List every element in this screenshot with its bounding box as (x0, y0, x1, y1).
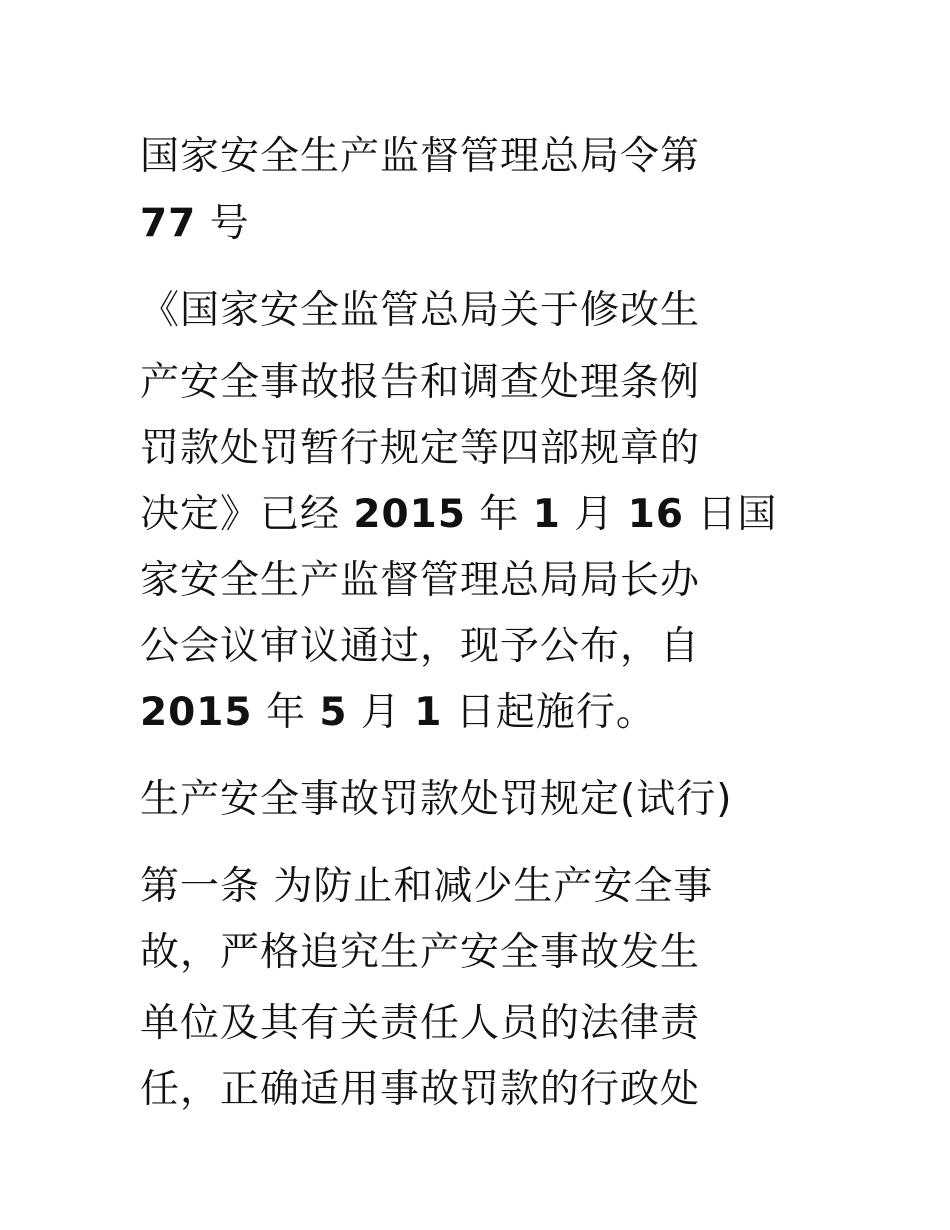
paragraph1-line-4 (140, 491, 777, 539)
regulation-title-text: 生产安全事故罚款处罚规定(试行) (140, 777, 733, 822)
paragraph-text: 家安全生产监督管理总局局长办 (140, 558, 701, 603)
paragraph-text: 月 (560, 492, 628, 537)
order-number: 77 (140, 201, 197, 246)
date-day: 1 (414, 690, 443, 735)
paragraph-text: 年 (465, 492, 533, 537)
heading-line-2 (140, 200, 250, 248)
article1-line-2 (140, 929, 700, 977)
paragraph1-line-2 (140, 359, 700, 407)
date-year: 2015 (140, 690, 253, 735)
paragraph-text: 月 (347, 690, 415, 735)
heading-text: 国家安全生产监督管理总局令第 (140, 134, 701, 179)
date-month: 5 (319, 690, 348, 735)
paragraph-text: 公会议审议通过，现予公布，自 (140, 624, 701, 669)
article-text: 第一条 为防止和减少生产安全事 (140, 864, 714, 909)
article1-line-4 (140, 1066, 700, 1114)
paragraph-text: 产安全事故报告和调查处理条例 (140, 360, 701, 405)
paragraph-text: 决定》已经 (140, 492, 354, 537)
paragraph-text: 日起施行。 (442, 690, 656, 735)
paragraph1-line-5 (140, 557, 700, 605)
paragraph1-line-7 (140, 689, 656, 737)
article-text: 单位及其有关责任人员的法律责 (140, 1001, 701, 1046)
paragraph-text: 《国家安全监管总局关于修改生 (140, 288, 701, 333)
article-text: 任，正确适用事故罚款的行政处 (140, 1067, 701, 1112)
paragraph-text: 日国 (683, 492, 778, 537)
article1-line-3 (140, 1000, 700, 1048)
paragraph1-line-3 (140, 425, 700, 473)
paragraph-text: 年 (252, 690, 320, 735)
date-month: 1 (532, 492, 561, 537)
date-day: 16 (627, 492, 684, 537)
paragraph1-line-1 (140, 287, 700, 335)
paragraph-text: 罚款处罚暂行规定等四部规章的 (140, 426, 701, 471)
article1-line-1 (140, 863, 713, 911)
regulation-title (140, 776, 732, 824)
heading-line-1 (140, 133, 700, 181)
paragraph1-line-6 (140, 623, 700, 671)
date-year: 2015 (353, 492, 466, 537)
article-text: 故，严格追究生产安全事故发生 (140, 930, 701, 975)
order-suffix: 号 (196, 201, 250, 246)
